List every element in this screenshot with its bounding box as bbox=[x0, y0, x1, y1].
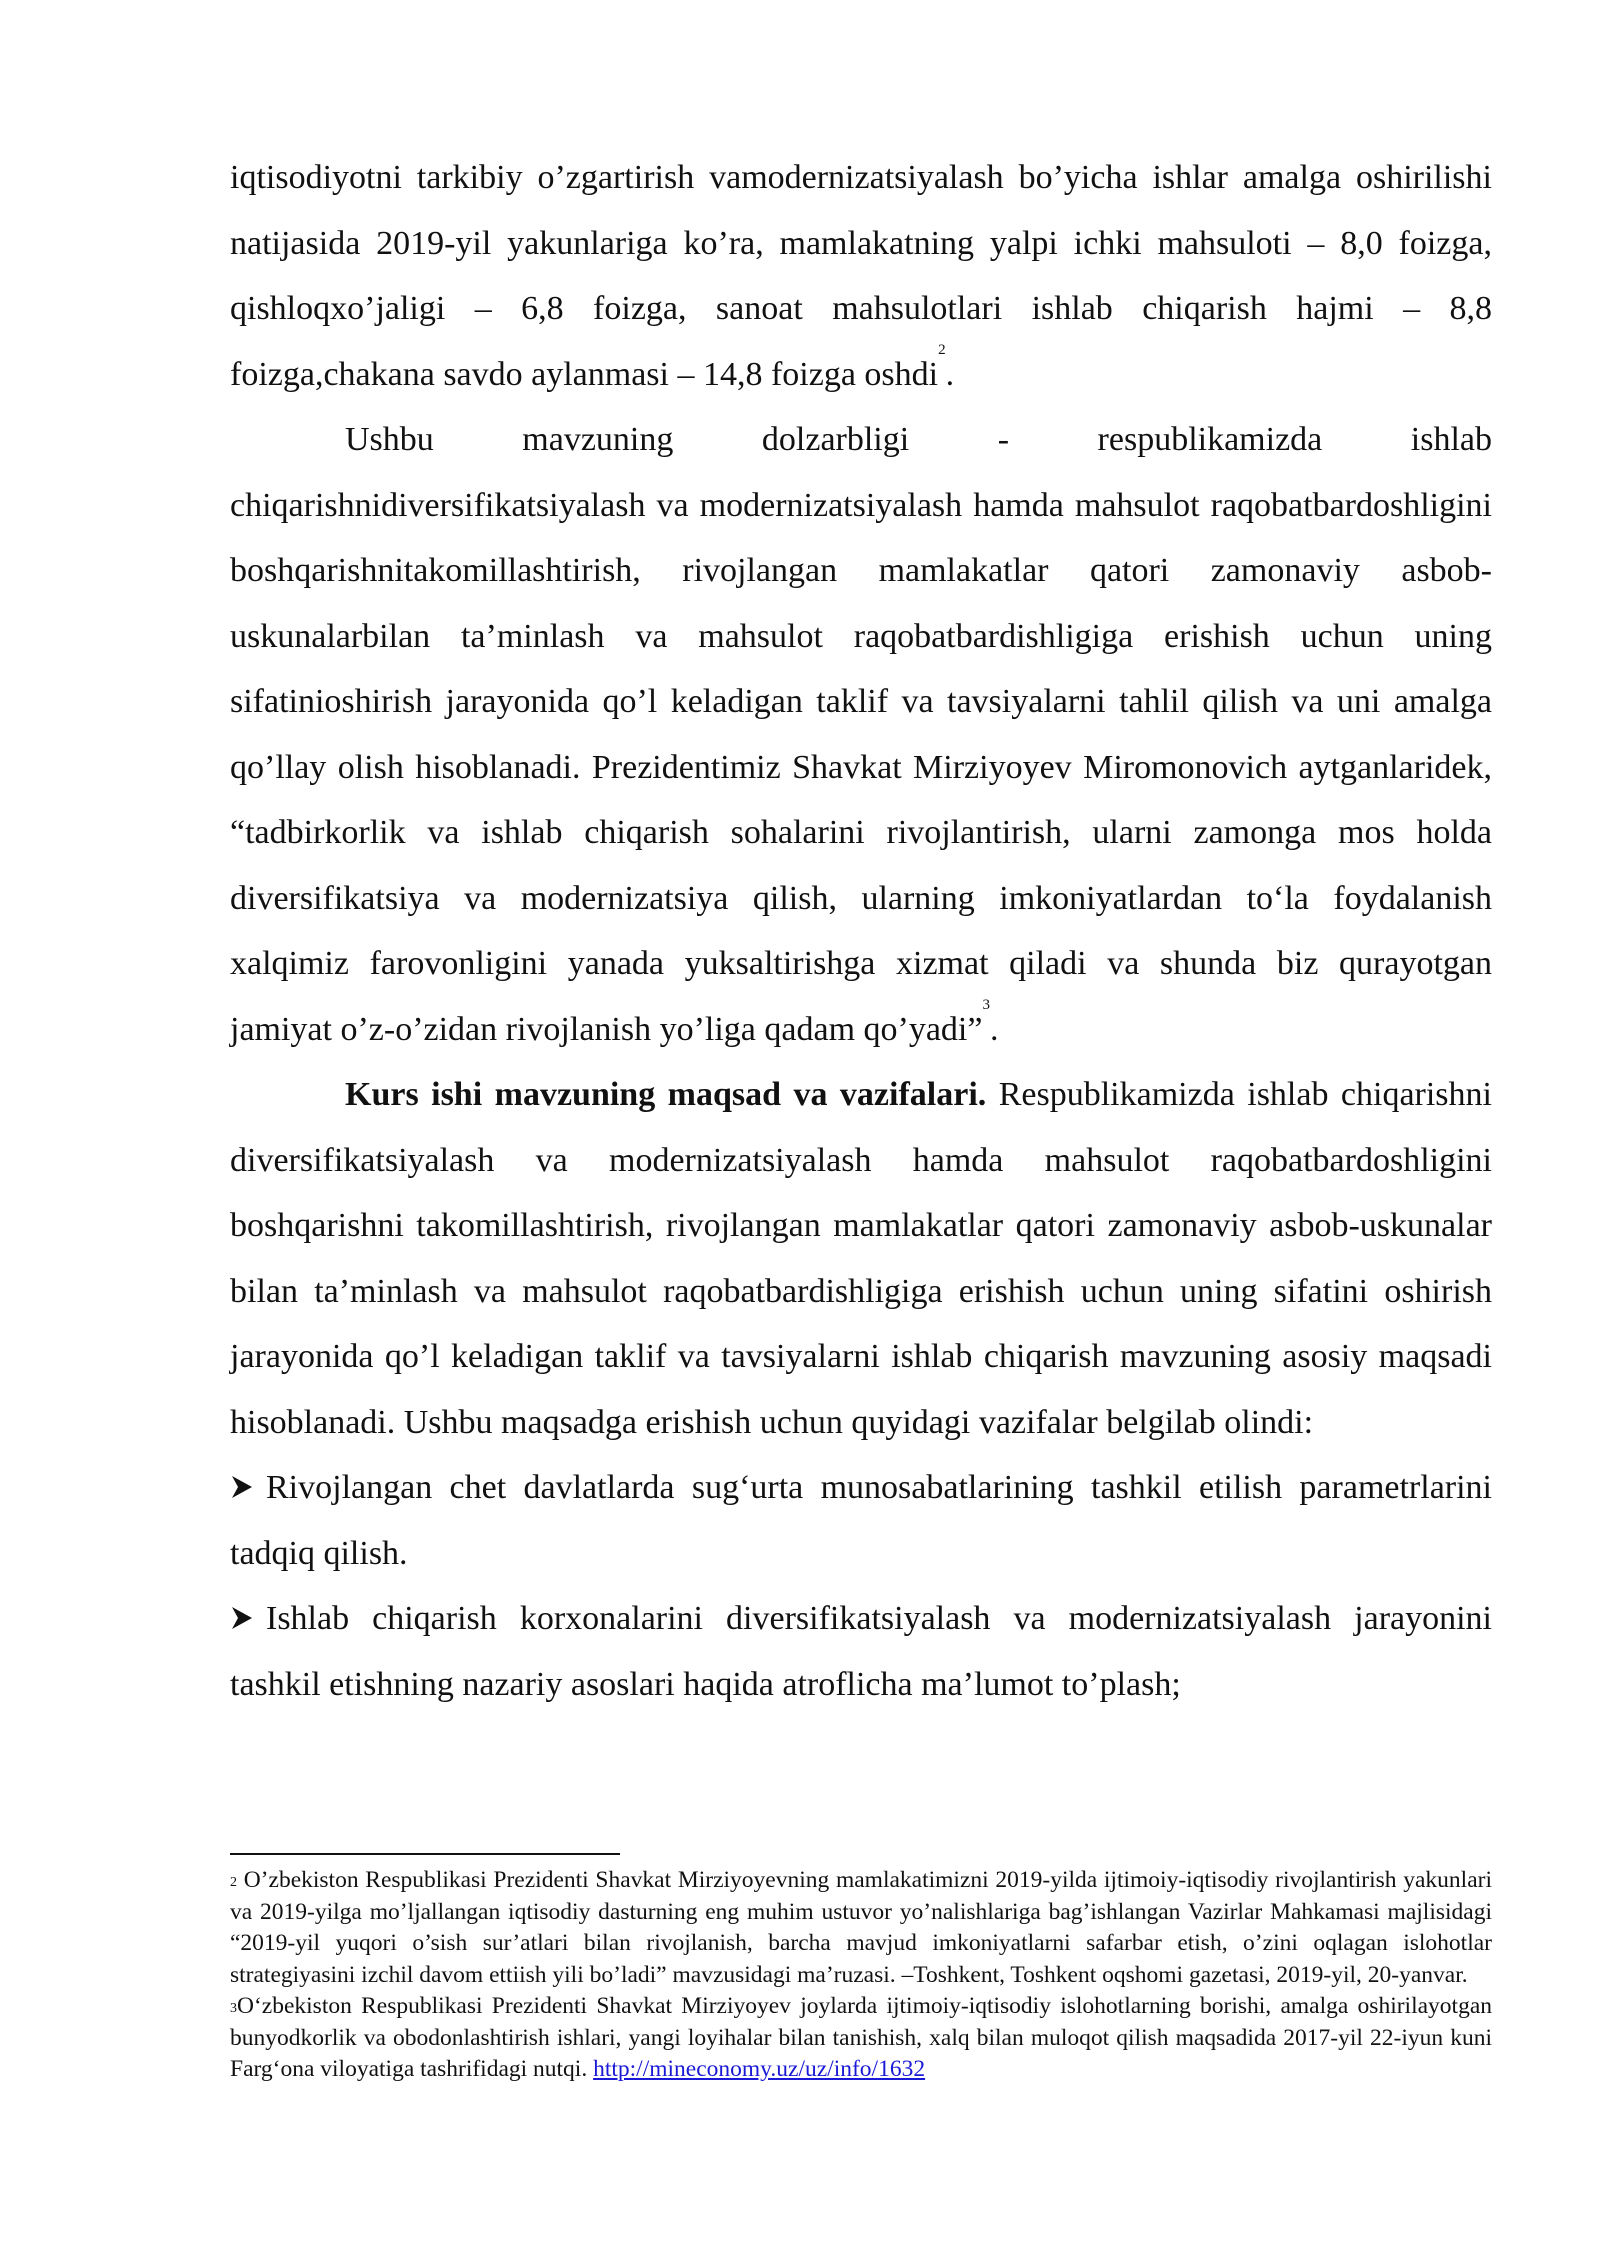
paragraph-1-text: iqtisodiyotni tarkibiy o’zgartirish vamodernizatsiyalash bo’yicha ishlar amalga oshirilishi natijasida 2019-yil yakunlariga ko’ra, mamlakatning yalpi ichki mahsuloti – 8,0 foizga, qishloqxo’jaligi – 6,8 foizga, sanoat mahsulotlari ishlab chiqarish hajmi – 8,8 foizga,chakana savdo aylanmasi – 14,8 foizga oshdi bbox=[230, 159, 1492, 393]
bullet-item-text: Rivojlangan chet davlatlarda sug‘urta munosabatlarining tashkil etilish parametrlarini tadqiq qilish. bbox=[230, 1469, 1492, 1572]
paragraph-3 bbox=[230, 1062, 1492, 1455]
paragraph-1-end: . bbox=[945, 355, 955, 393]
footnote-number: 3 bbox=[230, 2001, 237, 2016]
paragraph-3-text: Respublikamizda ishlab chiqarishni diversifikatsiyalash va modernizatsiyalash hamda mahsulot raqobatbardoshligini boshqarishni takomillashtirish, rivojlangan mamlakatlar qatori zamonaviy asbob-uskunalar bilan ta’minlash va mahsulot raqobatbardishligiga erishish uchun uning sifatini oshirish jarayonida qo’l keladigan taklif va tavsiyalarni ishlab chiqarish mavzuning asosiy maqsadi hisoblanadi. Ushbu maqsadga erishish uchun quyidagi vazifalar belgilab olindi: bbox=[230, 1076, 1492, 1441]
footnote-text: O’zbekiston Respublikasi Prezidenti Shavkat Mirziyoyevning mamlakatimizni 2019-yilda ijtimoiy-iqtisodiy rivojlantirish yakunlari va 2019-yilga mo’ljallangan iqtisodiy dasturning eng muhim ustuvor yo’nalishlariga bag’ishlangan Vazirlar Mahkamasi majlisidagi “2019-yil yuqori o’sish sur’atlari bilan rivojlanish, barcha mavjud imkoniyatlarni safarbar etish, o’zini oqlagan islohotlar strategiyasini izchil davom ettiish yili bo’ladi” mavzusidagi ma’ruzasi. –Toshkent, Toshkent oqshomi gazetasi, 2019-yil, 20-yanvar. bbox=[230, 1867, 1492, 1988]
footnote-3 bbox=[230, 1991, 1492, 2086]
body-text bbox=[230, 145, 1492, 1717]
footnote-ref-2[interactable]: 2 bbox=[938, 341, 946, 358]
section-heading: Kurs ishi mavzuning maqsad va vazifalari. bbox=[345, 1076, 987, 1113]
bullet-item bbox=[230, 1455, 1492, 1586]
footnote-number: 2 bbox=[230, 1875, 237, 1890]
paragraph-2-text: Ushbu mavzuning dolzarbligi - respublikamizda ishlab chiqarishnidiversifikatsiyalash va modernizatsiyalash hamda mahsulot raqobatbardoshligini boshqarishnitakomillashtirish, rivojlangan mamlakatlar qatori zamonaviy asbob-uskunalarbilan ta’minlash va mahsulot raqobatbardishligiga erishish uchun uning sifatinioshirish jarayonida qo’l keladigan taklif va tavsiyalarni tahlil qilish va uni amalga qo’llay olish hisoblanadi. Prezidentimiz Shavkat Mirziyoyev Miromonovich aytganlaridek, “tadbirkorlik va ishlab chiqarish sohalarini rivojlantirish, ularni zamonga mos holda diversifikatsiya va modernizatsiya qilish, ularning imkoniyatlardan to‘la foydalanish xalqimiz farovonligini yanada yuksaltirishga xizmat qiladi va shunda biz qurayotgan jamiyat o’z-o’zidan rivojlanish yo’liga qadam qo’yadi” bbox=[230, 421, 1492, 1048]
footnote-ref-3[interactable]: 3 bbox=[982, 996, 990, 1013]
paragraph-2 bbox=[230, 407, 1492, 1062]
bullet-item bbox=[230, 1586, 1492, 1717]
footnote-separator bbox=[230, 1853, 620, 1855]
footnotes bbox=[230, 1865, 1492, 2086]
paragraph-1 bbox=[230, 145, 1492, 407]
footnote-text: O‘zbekiston Respublikasi Prezidenti Shavkat Mirziyoyev joylarda ijtimoiy-iqtisodiy islohotlarning borishi, amalga oshirilayotgan bunyodkorlik va obodonlashtirish ishlari, yangi loyihalar bilan tanishish, xalq bilan muloqot qilish maqsadida 2017-yil 22-iyun kuni Farg‘ona viloyatiga tashrifidagi nutqi. bbox=[230, 1993, 1492, 2082]
arrowhead-bullet-icon bbox=[230, 1455, 266, 1521]
arrowhead-bullet-icon bbox=[230, 1586, 266, 1652]
footnote-source-link[interactable]: http://mineconomy.uz/uz/info/1632 bbox=[593, 2056, 926, 2082]
paragraph-2-end: . bbox=[989, 1010, 999, 1048]
footnote-2 bbox=[230, 1865, 1492, 1991]
bullet-item-text: Ishlab chiqarish korxonalarini diversifikatsiyalash va modernizatsiyalash jarayonini tashkil etishning nazariy asoslari haqida atroflicha ma’lumot to’plash; bbox=[230, 1600, 1492, 1703]
